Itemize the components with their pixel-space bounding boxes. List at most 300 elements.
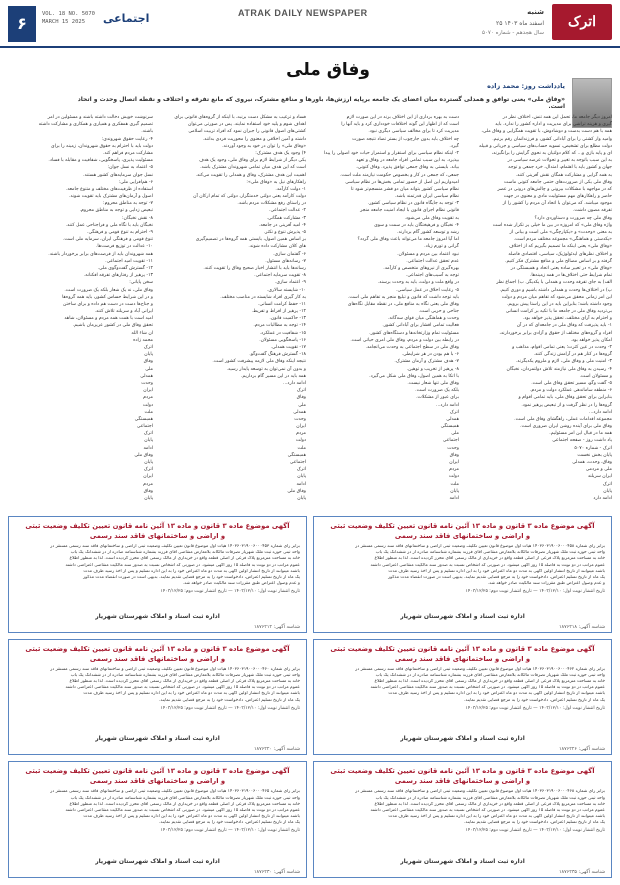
text-line: وفاق، وحدت، همدلی (572, 460, 612, 465)
text-line: وجود داشته باشد؛ بنابراین باید در این راستا پیش برویم. (506, 301, 612, 307)
notice-line: و عدم وصول اعتراض طبق مقررات سند مالکیت صادر خواهد شد. (487, 581, 605, 587)
text-line: اترک - شماره ۵۰۷۰ (574, 445, 612, 451)
text-line: ۴- نخبگان و فرهیختگان باید در سمت و سوی (374, 222, 459, 228)
notice-issuer: اداره ثبت اسناد و املاک شهرستان شهریار (95, 735, 220, 743)
notice-line: باشند میتوانند از تاریخ انتشار اولین آگهی به مدت دو ماه اعتراض خود را به این اداره تسلیم و پس از اخذ رسید ظرف مدت (83, 568, 300, 574)
text-line: همه شهروندان باید از فرصت‌های برابر برخوردار باشند. (48, 251, 153, 257)
text-line: همدلی (140, 373, 153, 379)
text-line: پایان (144, 352, 153, 358)
text-line: ملی و مردمی (585, 467, 612, 473)
notice-title: آگهی موضوع ماده ۳ قانون و ماده ۱۳ آئین نامه قانون تعیین تکلیف وضعیت ثبتی (25, 522, 290, 530)
text-line: ۵- رعایت اخلاق در عمل سیاسی. (396, 287, 459, 293)
text-line: «وفاق ملی» یعنی اینکه ما تصمیم بگیریم که از اختلاف (508, 244, 612, 250)
text-line: جمعی، که جمعی در کار و بخصوص حکومت نیازمند ملت است. (339, 172, 459, 178)
notice-line: برابر رای شماره ۱۴۰۳۶۰۳۱۹۰۰۶۰۰۰۴۶۵ هیات اول موضوع قانون تعیین تکلیف وضعیت ثبتی اراضی و ساختمانهای فاقد سند رسمی مستقر در (50, 789, 300, 795)
text-line: اما آیا امروز جامعه ما می‌تواند باعث وفاق ملی گردد؟ (357, 237, 459, 243)
text-line: تنوع قومی و فرهنگی ایران، سرمایه ملی است. (62, 237, 153, 243)
text-line: دولت کارآمد یعنی دولتی خدمتگزار، دولتی که تمام ارکان آن (193, 194, 306, 200)
text-line: است که از اظهار این گونه اختلافات خودداری کرد و باید آنها را (341, 122, 459, 128)
notice-code: شناسه آگهی: ۱۸۷۶۲۳۰ (253, 869, 300, 875)
text-line: عدم تحقق عدالت اجتماعی. (406, 258, 459, 264)
text-line: وفاق ملی برای آینده روشن ایران ضروری است. (520, 424, 612, 430)
text-line: موجود میباشد. که می‌توان با اتحاد آن مردم را کشور را از (502, 201, 612, 207)
notice-line: برابر رای شماره ۱۴۰۳۶۰۳۱۹۰۰۶۰۰۰۴۶۸ هیات اول موضوع قانون تعیین تکلیف وضعیت ثبتی اراضی و ساختمانهای فاقد سند رسمی مستقر در (355, 789, 605, 795)
text-line: رشد و توسعه کشور گام بردارند. (397, 230, 459, 235)
text-line: ۷- هدف مشترک و آرمان مشترک. (394, 359, 459, 365)
text-line: اهمیت این هدف مشترک، وفاق و همدلی را تقویت می‌کند. (195, 172, 306, 178)
notice-code: شناسه آگهی: ۱۸۷۶۲۳۵ (558, 869, 605, 875)
notice-line: و عدم وصول اعتراض طبق مقررات سند مالکیت صادر خواهد شد. (182, 581, 300, 587)
text-line: مردم (143, 395, 153, 401)
notice-subtitle: و اراضی و ساختمانهای فاقد سند رسمی (89, 532, 226, 540)
notice-line: خانه به مساحت مترمربع پلاک فرعی از اصلی قطعه واقع در خریداری از مالک رسمی آقای محرز گردیده است. لذا به منظور اطلاع (69, 556, 300, 562)
notice-subtitle: و اراضی و ساختمانهای فاقد سند رسمی (394, 777, 531, 786)
text-line: وفاق (296, 395, 306, 401)
text-line: سرنوشت خویش دخالت داشته باشند و مسئولین در امر (47, 115, 153, 120)
legal-notices-grid (8, 516, 612, 878)
text-line: و بدون آن نمی‌توان به توسعه پایدار رسید. (226, 366, 306, 372)
notice-body (15, 667, 300, 704)
notice-subtitle: و اراضی و ساختمانهای فاقد سند رسمی (89, 777, 226, 786)
notice-code: شناسه آگهی: ۱۸۷۶۲۱۸ (558, 624, 605, 630)
text-line: دولت (448, 474, 459, 480)
text-line: است که این هدف میان تمامی شهروندان مشترک باشد. (200, 165, 306, 171)
section-name: اجتماعی (103, 12, 150, 25)
notice-subtitle: و اراضی و ساختمانهای فاقد سند رسمی (394, 654, 531, 663)
text-line: تبعیض زدایی و توجه به مناطق محروم. (79, 208, 153, 214)
notice-body (320, 789, 605, 826)
article-column-2 (314, 114, 459, 508)
notice-line: واحد ثبتی حوزه ثبت ملک شهریار تصرفات مالکانه بلامعارض متقاضی آقای فرزند بشماره شناسنامه صادره از در ششدانگ یک باب (70, 550, 300, 556)
notice-issuer: اداره ثبت اسناد و املاک شهرستان شهریار (400, 857, 525, 865)
notice-line: باشند میتوانند از تاریخ انتشار اولین آگهی به مدت دو ماه اعتراض خود را به این اداره تسلیم و پس از اخذ رسید ظرف مدت (83, 814, 300, 820)
text-line: امروز دیگر جامعه ما، تحمل این همه تنش، اختلاف نظر در (502, 115, 612, 120)
text-line: نظام سیاسی کشور بتواند میان دو قشر منسجم‌تر شود تا (350, 186, 459, 192)
text-line: همدلی (446, 416, 459, 422)
notice-issuer: اداره ثبت اسناد و املاک شهرستان شهریار (95, 612, 220, 620)
text-line: جهان و کشور باید با اهتمام، امتدال، خرد جمعی و توجه (508, 165, 612, 171)
notice-dates: تاریخ انتشار نوبت اول: ۱۴۰۳/۱۲/۱۰ — تاریخ انتشار نوبت دوم: ۱۴۰۳/۱۲/۲۵ (160, 705, 300, 711)
text-line: پ) در اختلاف‌ها وحدت و همدلی داشته باشیم و دوری کنیم. (499, 287, 612, 293)
text-line: گروه‌ها در کنار هم در آرامش زندگی کنند. (533, 352, 612, 358)
notice-line: واحد ثبتی حوزه ثبت ملک شهریار تصرفات مالکانه بلامعارض متقاضی آقای فرزند بشماره شناسنامه صادره از در ششدانگ یک باب (375, 672, 605, 678)
text-line: ۴- رسیدن به وفاق ملی نیازمند تلاش دولتمردان، نخبگان (506, 366, 612, 372)
page-number: ۶ (8, 6, 36, 42)
text-line: بنابراین برای تحقق وفاق ملی، باید تمامی اقوام و (518, 395, 612, 401)
text-line: ۱۶- پاسخگویی مسئولان. (259, 337, 306, 343)
text-line: ۹- احترام به تنوع قومی و فرهنگی. (86, 230, 153, 235)
text-line: همدلی (293, 409, 306, 415)
text-line: گرانی و تورم زیاد. (424, 244, 459, 250)
text-line: بیاند. بایستی به وفاق جمعی توافق پذیرد. وفاق کنونی، (356, 165, 459, 171)
text-line: وفاق ملی یکی از ضرورت‌های حتمی جامعه کنونی ماست (504, 179, 612, 185)
text-line: محمد زاده (133, 337, 153, 343)
text-line: وحدت (447, 445, 459, 451)
text-line: ای و پایه بازی و... که کلام دولتیان به نحوی گرایش را برانگیزند، (491, 150, 612, 156)
text-line: همبستگی (134, 416, 153, 422)
text-line: تصمیم گیری همفکری و همیاری و همکاری و مشارکت داشته (38, 122, 153, 128)
article-column-1 (467, 114, 612, 508)
text-line: ۲- اینکه نظام سیاسی برای استقرار و استمرار حیات خود اصولی را پیدا (324, 150, 459, 156)
text-line: در راستای رفع مشکلات مردم باشد. (237, 201, 306, 207)
date-day: شنبه (527, 8, 544, 16)
text-line: وحدت (294, 416, 306, 422)
article-column-4 (8, 114, 153, 508)
text-line: تفرقه مصون داشت. (572, 208, 612, 214)
notice-line: یک ماه از تاریخ تسلیم اعتراض، دادخواست خود را به مرجع قضایی تقدیم نمایند. (463, 697, 605, 703)
page-header (0, 0, 620, 48)
text-line: دولت (295, 438, 306, 444)
text-line: با اتکا به همین اصول، وفاق ملی شکل می‌گیرد. (369, 373, 459, 379)
notice-line: خانه به مساحت مترمربع پلاک فرعی از اصلی قطعه واقع در خریداری از مالک رسمی آقای محرز گردیده است. لذا به منظور اطلاع (69, 801, 300, 807)
text-line: همبستگی (287, 452, 306, 458)
legal-notice (8, 516, 307, 633)
text-line: ۱۲- پرهیز از افراط و تفریط. (251, 309, 306, 315)
text-line: داشته و آمین اخلاقی و معنوی را محوریت فردی بدانند. (202, 136, 306, 142)
text-line: ادامه (296, 481, 306, 487)
text-line: و در این شرایط حساس کشور، باید همه گروه‌ها (62, 294, 153, 300)
notice-line: برابر رای شماره ۱۴۰۳۶۰۳۱۹۰۰۶۰۰۰۴۵۳ هیات اول موضوع قانون تعیین تکلیف وضعیت ثبتی اراضی و ساختمانهای فاقد سند رسمی مستقر در (50, 544, 300, 549)
text-line: اجتماعی (442, 438, 459, 444)
text-line: مجموعه اقدامات عملی، راهگشای وفاق ملی است. (514, 416, 612, 422)
text-line: امید است با همت همه مردم و مسئولان، شاهد (64, 316, 153, 322)
notice-subtitle: و اراضی و ساختمانهای فاقد سند رسمی (89, 654, 226, 663)
notice-line: یک ماه از تاریخ تسلیم اعتراض، دادخواست خود را به مرجع قضایی تقدیم نمایند. (158, 697, 300, 703)
text-line: رسانه‌ها باید با انتشار اخبار صحیح وفاق را تقویت کنند. (203, 265, 306, 271)
text-line: توجه به آسیب‌های اجتماعی. (405, 273, 459, 279)
date-en: MARCH 15 2025 (42, 19, 86, 25)
text-line: ان شاء الله (131, 330, 153, 336)
text-line: ادامه دارد (593, 495, 612, 501)
text-line: ادامه دارد... (589, 409, 612, 415)
text-line: ادامه دارد... (283, 380, 306, 386)
notice-line: واحد ثبتی حوزه ثبت ملک شهریار تصرفات مالکانه بلامعارض متقاضی آقای فرزند بشماره شناسنامه صادره از در ششدانگ یک باب (70, 795, 300, 801)
date-fa: ۲۵ اسفند ماه ۱۴۰۳ (496, 20, 544, 27)
notice-body (320, 544, 605, 587)
text-line: ۵- اعتماد به نسل جوان: (107, 165, 153, 171)
text-line: نتیجه اینکه وفاق ملی لازمه پیشرفت کشور است. (212, 359, 306, 365)
text-line: و احترام به آرای مختلف، تحقق پذیر خواهد بود. (522, 316, 612, 322)
text-line: باید توجه داشت که قانون و تبلیغ منجر به تفاهم ملی است. (347, 294, 459, 300)
text-line: «وفاق ملی» در تعبیر ساده یعنی اتحاد و همبستگی در (510, 265, 612, 271)
text-line: اترک (602, 481, 612, 487)
text-line: ملت (144, 409, 153, 415)
text-line: ادامه (449, 495, 459, 501)
text-line: قانونی نظام اجرای قانون با ایجاد امنیت جامعه منجر (360, 208, 459, 214)
notice-body (15, 544, 300, 587)
text-line: ۶- هم‌افزایی ملی: (118, 179, 153, 185)
text-line: و مسئولان است. (579, 373, 612, 379)
text-line: ۱۵- شفافیت در عملکرد. (259, 330, 306, 336)
text-line: گیرد. (449, 143, 459, 149)
text-line: جناحی و حزبی است. (418, 309, 459, 315)
text-line: افراد و گروه‌های مختلف از حقوق و آزادی برابر برخوردارند، (499, 330, 612, 336)
text-line: نبود اعتماد بین مردم و مسئولان. (397, 251, 459, 257)
text-line: نسل جوان سرمایه‌های کشور هستند. (82, 172, 153, 178)
text-line: گروه‌ها را در نظر گرفت و از تبعیض پرهیز نمود. (521, 402, 612, 408)
notice-subtitle: و اراضی و ساختمانهای فاقد سند رسمی (394, 532, 531, 540)
text-line: پایان (450, 488, 459, 494)
text-line: ۱- دولت کارآمد. (275, 186, 306, 192)
text-line: ادامه دارد... (436, 402, 459, 408)
notice-line: خانه به مساحت مترمربع پلاک فرعی از اصلی قطعه واقع در خریداری از مالک رسمی آقای محرز گردیده است. لذا به منظور اطلاع (374, 556, 605, 562)
notice-line: واحد ثبتی حوزه ثبت ملک شهریار تصرفات مالکانه بلامعارض متقاضی آقای فرزند بشماره شناسنامه صادره از در ششدانگ یک باب (375, 550, 605, 556)
text-line: گرفته و بر اساس مصالح ملی و منافع مشترک فکر کنیم. (505, 258, 612, 264)
text-line: برای عبور از مشکلات. (416, 395, 459, 401)
notice-line: یک ماه از تاریخ تسلیم اعتراض، دادخواست خود را به مرجع قضایی تقدیم نمایند. بدیهی است در صورت انقضاء مدت مذکور (83, 574, 300, 580)
text-line: وفاق ملی چه ضرورت و دستاوردی دارد؟ (534, 215, 612, 221)
text-line: نخبگان باید با نگاه ملی و فراجناحی عمل کنند. (65, 222, 153, 228)
text-line: مردم (143, 481, 153, 487)
text-line: ۱۱- تقویت امید اجتماعی. (105, 258, 153, 264)
text-line: ۸- نقش نخبگان: (122, 215, 153, 221)
author-line: یادداشت روز: محمد زاده (487, 82, 565, 90)
article-title: وفاق ملی (286, 60, 370, 80)
text-line: دست به بهره برداری از این اختلاف بزند در این صورت لازم (346, 115, 459, 120)
text-line: وامید وار کشتی را برای آبادانی کشور، و فرزندانمان رقم بزنیم. (492, 136, 612, 142)
text-line: دولت (142, 402, 153, 408)
text-line: به معنی «وحدت» و «یکپارچگی» ملی است و بیانی از (509, 230, 612, 235)
text-line: همبستگی (440, 424, 459, 430)
text-line: پایان (603, 488, 612, 494)
text-line: در واقع ملت و دولت، باید به وحدت برسند. (377, 280, 459, 286)
text-line: ۳- مشارکت همگانی. (266, 215, 306, 221)
text-line: اترک (143, 467, 153, 473)
notice-line: خانه به مساحت مترمربع پلاک فرعی از اصلی قطعه واقع در خریداری از مالک رسمی آقای محرز گردیده است. لذا به منظور اطلاع (374, 801, 605, 807)
text-line: ایرانی آباد و سربلند تلاش کنند. (94, 309, 153, 315)
text-line: اترک (296, 388, 306, 394)
text-line: فعالیت تمامی اقشار برای آبادانی کشور. (382, 323, 459, 329)
notice-dates: تاریخ انتشار نوبت اول: ۱۴۰۳/۱۲/۱۰ — تاریخ انتشار نوبت دوم: ۱۴۰۳/۱۲/۲۵ (465, 705, 605, 711)
text-line: وفاق ملی (134, 452, 153, 458)
text-line: اترک (449, 409, 459, 415)
text-line: ۷- توجه به مناطق محروم: (103, 201, 153, 207)
text-line: الف) به جای تفرقه وحدت و همدلی با یکدیگر. ب) اجماع نظر (496, 280, 612, 286)
text-line: باشند. (141, 129, 153, 135)
header-right (362, 4, 612, 44)
notice-line: باشند میتوانند از تاریخ انتشار اولین آگهی به مدت دو ماه اعتراض خود را به این اداره تسلیم و پس از اخذ رسید ظرف مدت (388, 568, 605, 574)
text-line: وفاق ملی در سطح اجتماعی به وحدت می‌انجامد. (365, 345, 459, 350)
text-line: وفاق ملی (287, 488, 306, 494)
text-line: چه اختلاف باید بدون جارچوب از بستر تضاد نتیجه صورت (352, 136, 459, 142)
text-line: سخن پایانی: (129, 280, 153, 286)
text-line: پایان (144, 460, 153, 465)
text-line: ۴- امید آفرینی در جامعه. (258, 222, 306, 228)
text-line: پایان (144, 495, 153, 501)
article-lead: «وفاق ملی» یعنی توافق و همدلی گسترده میان اعضای یک جامعه برپایه ارزش‌ها، باورها و منافع مشترک، نیروی که مانع تفرقه و اختلاف و نقطه اتصال وحدت و اتحاد است. (77, 96, 565, 110)
notice-body (320, 667, 605, 704)
text-line: بپذیرد. به این سبب تمامی افراد جامعه در وفاق و تعهد (356, 158, 459, 164)
notice-title: آگهی موضوع ماده ۳ قانون و ماده ۱۳ آئین نامه قانون تعیین تکلیف وضعیت ثبتی (25, 644, 290, 653)
text-line: ۱۷- تقویت همدلی. (270, 345, 306, 350)
text-line: این امر زمانی محقق می‌شود که تفاهم میان مردم و دولت (501, 294, 612, 300)
legal-notice (8, 639, 307, 756)
text-line: ایران (143, 388, 153, 394)
text-line: «یکدستی و هماهنگی» مجموعه مختلف مردم است. (513, 237, 612, 243)
notice-line: باشند میتوانند از تاریخ انتشار اولین آگهی به مدت دو ماه اعتراض خود را به این اداره تسلیم و پس از اخذ رسید ظرف مدت (83, 691, 300, 697)
notice-dates: تاریخ انتشار نوبت اول: ۱۴۰۳/۱۲/۱۰ — تاریخ انتشار نوبت دوم: ۱۴۰۳/۱۲/۲۵ (465, 589, 605, 595)
text-line: ۱- باید پذیرفت که وفاق ملی در جامعه‌ای که در آن (516, 323, 612, 329)
text-line: ۹- اعتماد سازی. (274, 280, 306, 286)
text-line: به کار گیری افراد شایسته در مناصب مختلف. (220, 294, 306, 300)
text-line: ملی (145, 366, 153, 372)
notice-issuer: اداره ثبت اسناد و املاک شهرستان شهریار (400, 735, 525, 743)
text-line: ملی (298, 402, 306, 408)
notice-line: عموم مراتب در دو نوبت به فاصله ۱۵ روز آگهی میشود. در صورتی که اشخاص نسبت به صدور سند مالکیت متقاضی اعتراضی داشته (370, 562, 605, 568)
text-line: که در مواجهه با مشکلات بیرونی و چالش‌های درونی در عصر (497, 186, 612, 192)
legal-notice (313, 761, 612, 878)
notice-code: شناسه آگهی: ۱۸۷۶۲۲۰ (253, 747, 300, 753)
text-line: ملت (297, 445, 306, 451)
text-line: به همه گرایی و مشارکت همگان نقش آفرینی کنند. (515, 172, 612, 178)
text-line: بی‌تردید وفاق ملی در جامعه ما با تکیه بر کرامت انسانی (505, 309, 612, 315)
notice-issuer: اداره ثبت اسناد و املاک شهرستان شهریار (400, 612, 525, 620)
text-line: اترک (143, 345, 153, 350)
text-line: ۸- پرهیز از تخریب و توهین. (406, 366, 459, 372)
notice-dates: تاریخ انتشار نوبت اول: ۱۴۰۳/۱۲/۱۰ — تاریخ انتشار نوبت دوم: ۱۴۰۳/۱۲/۲۵ (465, 828, 605, 834)
text-line: ایران (143, 474, 153, 480)
text-line: حاضر و راهکارهای مهم مسئولیت مادی و معنوی در جهت (503, 194, 612, 200)
notice-line: باشند میتوانند از تاریخ انتشار اولین آگهی به مدت دو ماه اعتراض خود را به این اداره تسلیم و پس از اخذ رسید ظرف مدت (388, 814, 605, 820)
header-left (8, 6, 158, 42)
notice-line: واحد ثبتی حوزه ثبت ملک شهریار تصرفات مالکانه بلامعارض متقاضی آقای فرزند بشماره شناسنامه صادره از در ششدانگ یک باب (70, 672, 300, 678)
text-line: های کلان مشارکت داده شوند. (248, 244, 306, 250)
text-line: در رابطه بین دولت و مردم، وفاق ملی امری حیاتی است. (350, 337, 459, 343)
notice-code: شناسه آگهی: ۱۸۷۶۲۲۶ (558, 747, 605, 753)
text-line: ۴- رعایت حقوق شهروندی: (101, 136, 153, 142)
text-line: وفاق (449, 452, 459, 458)
text-line: ۶- با هم بودن در هر شرایطی. (401, 352, 459, 358)
text-line: پایان (144, 438, 153, 444)
legal-notice (8, 761, 307, 878)
text-line: مدیریت کرد تا برای مخالف سیاسی دیگری نبود. (368, 129, 459, 135)
text-line: گیری و هزینه تراشی برای مدیریت و اداره کشور را ندارد. باید (495, 122, 612, 128)
text-line: ۱۰- عدالت در توزیع فرصت‌ها. (95, 244, 153, 250)
notice-line: یک ماه از تاریخ تسلیم اعتراض، دادخواست خود را به مرجع قضایی تقدیم نمایند. (158, 820, 300, 826)
text-line: ۳- امنیت ملی و وفاق ملی، لازم و ملزوم یکدیگرند. (515, 359, 612, 365)
text-line: بهره‌گیری از نیروهای متخصص و کارآمد. (383, 265, 459, 271)
text-line: مردم (296, 431, 306, 437)
text-line: ۱۰- شایسته سالاری. (266, 287, 306, 293)
text-line: ۱۱- حفظ کرامت انسانی. (257, 301, 306, 307)
text-line: مشارکت مردم فراهم کند. (102, 150, 153, 156)
text-line: ادامه (143, 445, 153, 451)
text-line: اترک (143, 431, 153, 437)
text-line: مردم (449, 467, 459, 473)
text-line: نظام سیاسی ایران قدرتمند باشد. (394, 194, 459, 200)
text-line: اهداف شوم و پلید خود استفاده نمایند. پس در صورتی می‌توان (187, 122, 306, 128)
text-line: و اختلاف نظرهای ایدئولوژیک، سیاسی، اقتصادی فاصله (508, 251, 612, 257)
text-line: اصول و آرمان‌های مشترک باید تقویت شوند. (68, 194, 153, 200)
notice-line: یک ماه از تاریخ تسلیم اعتراض، دادخواست خود را به مرجع قضایی تقدیم نمایند. بدیهی است در صورت انقضاء مدت مذکور (388, 574, 605, 580)
text-line: ۷- رسانه‌های مسئول. (265, 258, 306, 264)
english-name: ATRAK DAILY NEWSPAPER (238, 8, 368, 18)
text-line: بلکه یک ضرورت است. (415, 388, 459, 394)
text-line: ۶- گفتمان سازی. (273, 251, 306, 257)
text-line: یاد داشت روز - صفحه اجتماعی (552, 438, 612, 444)
volume-info (42, 10, 95, 26)
notice-line: برابر رای شماره ۱۴۰۳۶۰۳۱۹۰۰۶۰۰۰۴۵۸ هیات اول موضوع قانون تعیین تکلیف وضعیت ثبتی اراضی و ساختمانهای فاقد سند رسمی مستقر در (355, 544, 605, 549)
text-line: واژه وفاق ملی» که امروزه در بین ما خیلی پر تکرار شده است (492, 222, 612, 228)
text-line: و جناح‌ها دست در دست هم داده و برای ساختن (63, 301, 153, 307)
notice-line: عموم مراتب در دو نوبت به فاصله ۱۵ روز آگهی میشود. در صورتی که اشخاص نسبت به صدور سند مالکیت متقاضی اعتراضی داشته (65, 807, 300, 813)
notice-line: عموم مراتب در دو نوبت به فاصله ۱۵ روز آگهی میشود. در صورتی که اشخاص نسبت به صدور سند مالکیت متقاضی اعتراضی داشته (65, 685, 300, 691)
legal-notice (313, 639, 612, 756)
text-line: وفاق ملی، نه یک شعار بلکه یک ضرورت است. (64, 287, 153, 293)
text-line: همه ما در قبال این امر مسئولیم. (549, 431, 612, 437)
text-line: ایران سربلند (587, 474, 612, 480)
notice-line: عموم مراتب در دو نوبت به فاصله ۱۵ روز آگهی میشود. در صورتی که اشخاص نسبت به صدور سند مالکیت متقاضی اعتراضی داشته (370, 685, 605, 691)
text-line: پایان بخش نخست (577, 452, 612, 458)
text-line: پایان (297, 474, 306, 480)
notice-line: خانه به مساحت مترمربع پلاک فرعی از اصلی قطعه واقع در خریداری از مالک رسمی آقای محرز گردیده است. لذا به منظور اطلاع (374, 679, 605, 685)
text-line: فساد و ترغیب به مشکل دست برنبد، با اینکه از گروه‌های قانونی برای (174, 115, 306, 120)
issue-info: سال هجدهم - شماره ۵۰۷۰ (482, 30, 544, 36)
notice-dates: تاریخ انتشار نوبت اول: ۱۴۰۳/۱۲/۱۰ — تاریخ انتشار نوبت دوم: ۱۴۰۳/۱۲/۲۵ (160, 589, 300, 595)
text-line: وفاق (143, 488, 153, 494)
text-line: همه باید در این مسیر گام برداریم. (240, 373, 306, 379)
notice-line: یک ماه از تاریخ تسلیم اعتراض، دادخواست خود را به مرجع قضایی تقدیم نمایند. (463, 820, 605, 826)
text-line: کشتی‌های اصول قانونی را جبران نمود که افراد تربیت اسلامی (188, 129, 306, 135)
text-line: دولت باید با احترام به حقوق شهروندان، زمینه را برای (51, 143, 153, 149)
text-line: ۸- تقویت سرمایه اجتماعی. (254, 273, 306, 279)
notice-title: آگهی موضوع ماده ۳ قانون و ماده ۱۳ آئین نامه قانون تعیین تکلیف وضعیت ثبتی (330, 644, 595, 653)
text-line: بر اساس همین اصول، بایستی همه گروه‌ها در تصمیم‌گیری (195, 237, 306, 243)
text-line: ۶- منطقه ساماندهی عملکرد دولت و مردم. (529, 388, 612, 394)
text-line: پایان (297, 495, 306, 501)
text-line: ایران (449, 460, 459, 465)
article-body (8, 114, 612, 508)
volume-number: VOL. 18 NO. 5070 (42, 11, 95, 17)
newspaper-logo: اترک (552, 4, 612, 40)
text-line: مسئولیت تمام وزارتخانه‌ها و دستگاه‌های کشور. (369, 330, 459, 336)
text-line: ۳- توجه به جایگاه قانون در نظام سیاسی کشور. (367, 201, 459, 207)
text-line: وفاق ملی تنها شعار نیست. (407, 380, 459, 386)
text-line: دولت مطلع برای تشخیص، تسویه حساب‌های سیاسی و جریانی و قبیله (479, 143, 612, 149)
notice-code: شناسه آگهی: ۱۸۷۶۲۱۲ (253, 624, 300, 630)
text-line: ۱۲- گسترش گفت‌وگوی ملی. (97, 265, 153, 271)
text-line: مسئولیت پذیری، پاسخگویی، شفافیت و مقابله با فساد. (48, 158, 153, 164)
text-line: به تقویت وفاق ملی می‌شود. (404, 215, 459, 221)
article-column-3 (161, 114, 306, 508)
text-line: ایران (296, 424, 306, 430)
text-line: همه با هم دست بدست و دوشادوش، با تقویت همگرایی و وفاق ملی، (481, 129, 612, 135)
notice-line: باشند میتوانند از تاریخ انتشار اولین آگهی به مدت دو ماه اعتراض خود را به این اداره تسلیم و پس از اخذ رسید ظرف مدت (388, 691, 605, 697)
text-line: ۱۸- گسترش فرهنگ گفت‌وگو. (249, 352, 306, 358)
text-line: اجتماعی (136, 424, 153, 430)
text-line: راهکارهای نیل به «وفاق ملی»: (246, 179, 306, 185)
text-line: ملی (451, 431, 459, 437)
text-line: وحدت (141, 380, 153, 386)
text-line: استفاده از ظرفیت‌های مختلف و متنوع جامعه. (65, 186, 153, 192)
notice-line: عموم مراتب در دو نوبت به فاصله ۱۵ روز آگهی میشود. در صورتی که اشخاص نسبت به صدور سند مالکیت متقاضی اعتراضی داشته (65, 562, 300, 568)
notice-line: واحد ثبتی حوزه ثبت ملک شهریار تصرفات مالکانه بلامعارض متقاضی آقای فرزند بشماره شناسنامه صادره از در ششدانگ یک باب (375, 795, 605, 801)
text-line: به این سبب باتوجه به تغییر و تحولات عرصه سیاسی در (507, 158, 612, 164)
text-line: «وفاق ملی» را توان در خود به وجود آوردند. (222, 143, 306, 149)
notice-line: خانه به مساحت مترمربع پلاک فرعی از اصلی قطعه واقع در خریداری از مالک رسمی آقای محرز گردیده است. لذا به منظور اطلاع (69, 679, 300, 685)
text-line: تحقق وفاق ملی در کشور عزیزمان باشیم. (72, 323, 153, 329)
text-line: ۲- عدالت اجتماعی. (269, 208, 306, 214)
text-line: اترک (296, 467, 306, 473)
text-line: ۵- پذیرش تنوع و تکثر. (263, 230, 306, 235)
text-line: وفاق ملی یعنی نگاه به منافع ملی، در نقطه مقابل نگاه‌های (347, 301, 459, 307)
notice-dates: تاریخ انتشار نوبت اول: ۱۴۰۳/۱۲/۱۰ — تاریخ انتشار نوبت دوم: ۱۴۰۳/۱۲/۲۵ (160, 828, 300, 834)
text-line: ۴) وجود یک هدف مشترک: (255, 150, 306, 156)
notice-body (15, 789, 300, 826)
notice-title: آگهی موضوع ماده ۳ قانون و ماده ۱۳ آئین نامه قانون تعیین تکلیف وضعیت ثبتی (330, 522, 595, 530)
text-line: امکان پذیر خواهد بود. (570, 337, 612, 343)
text-line: ملت (450, 481, 459, 487)
